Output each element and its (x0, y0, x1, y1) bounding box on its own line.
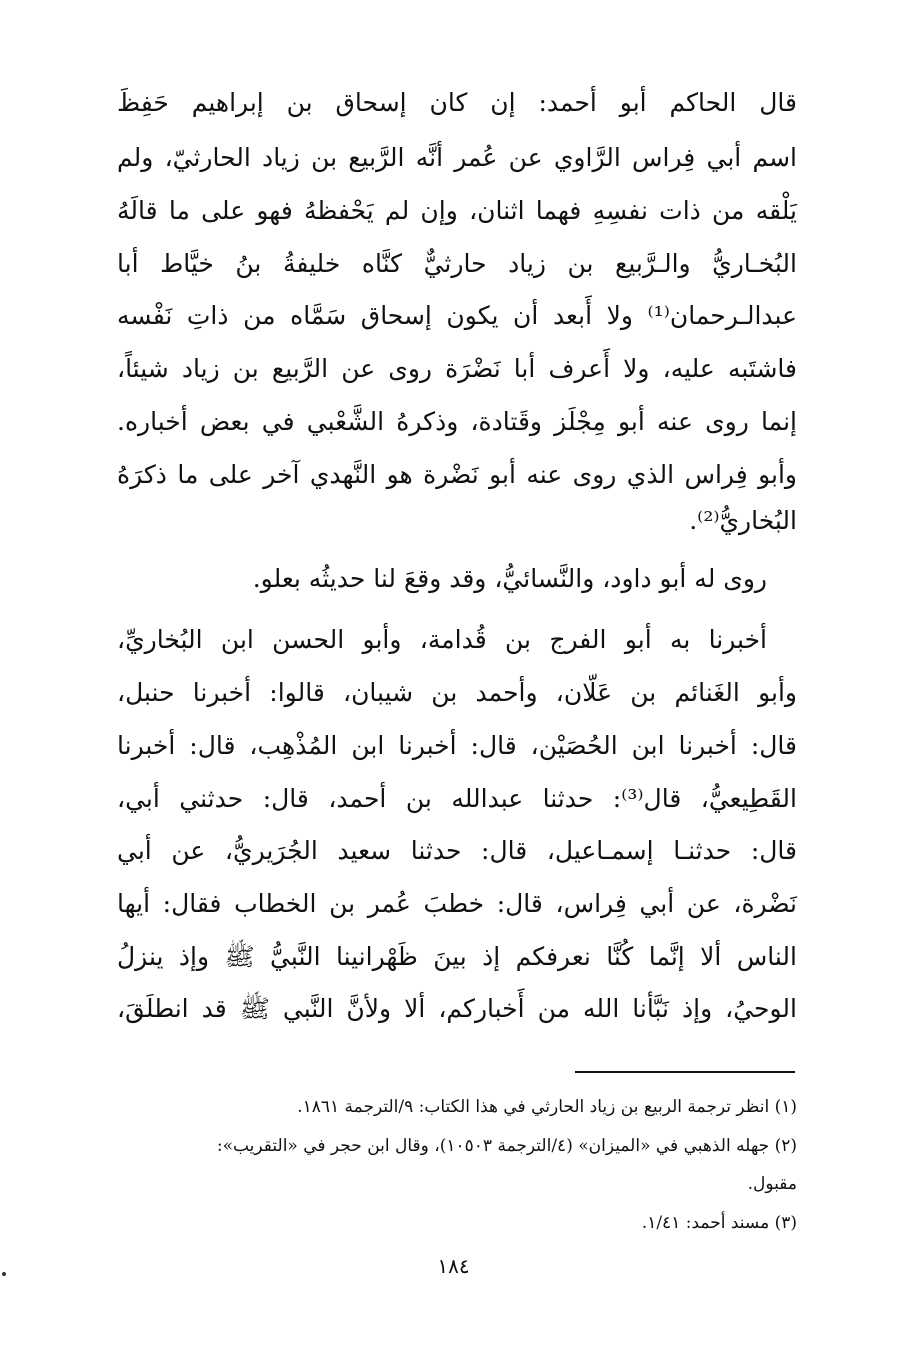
text-line: قال: حدثنـا إسمـاعيل، قال: حدثنا سعيد الجُرَيريُّ، عن أبي (117, 836, 797, 865)
footnote-marker: (٢) (774, 1136, 797, 1156)
scan-speck (2, 1272, 6, 1276)
footnote-separator (575, 1071, 795, 1073)
text-line: روى له أبو داود، والنَّسائيُّ، وقد وقعَ لنا حديثُه بعلو. (252, 564, 767, 593)
footnote-text: مسند أحمد: ١/٤١. (641, 1213, 770, 1233)
footnote-text: جهله الذهبي في «الميزان» (٤/الترجمة ١٠٥٠٣)، وقال ابن حجر في «التقريب»: (216, 1136, 770, 1156)
footnote-3 (117, 1213, 797, 1233)
footnote-2-continuation (117, 1174, 797, 1194)
text-line: اسم أبي فِراس الرَّاوي عن عُمر أنَّه الرَّبيع بن زياد الحارثيّ، ولم (117, 143, 797, 172)
text-line: الناس ألا إنَّما كُنَّا نعرفكم إذ بينَ ظَهْرانينا النَّبيُّ ﷺ وإذ ينزلُ (117, 942, 797, 971)
text-line: قال الحاكم أبو أحمد: إن كان إسحاق بن إبراهيم حَفِظَ (117, 88, 797, 117)
page-number: ١٨٤ (437, 1254, 470, 1278)
text-line: البُخاريُّ⁽²⁾. (689, 506, 797, 535)
footnote-text: مقبول. (747, 1174, 797, 1194)
text-line: نَضْرة، عن أبي فِراس، قال: خطبَ عُمر بن الخطاب فقال: أيها (117, 889, 797, 918)
footnote-marker: (١) (774, 1097, 797, 1117)
text-line: عبدالـرحمان⁽¹⁾ ولا أَبعد أن يكون إسحاق سَمَّاه من ذاتِ نَفْسه (117, 301, 797, 330)
footnote-1 (117, 1097, 797, 1117)
text-line: وأبو الغَنائم بن عَلّان، وأحمد بن شيبان، قالوا: أخبرنا حنبل، (117, 678, 797, 707)
text-line: البُخـاريُّ والـرَّبيع بن زياد حارثيٌّ كنَّاه خليفةُ بنُ خيَّاط أبا (117, 249, 797, 278)
footnote-marker: (٣) (774, 1213, 797, 1233)
footnote-2 (117, 1136, 797, 1156)
text-line: إنما روى عنه أبو مِجْلَز وقَتادة، وذكرهُ الشَّعْبي في بعض أخباره. (117, 407, 797, 436)
text-line: الوحيُ، وإذ نَبَّأنا الله من أَخباركم، ألا ولأنَّ النَّبي ﷺ قد انطلَقَ، (117, 994, 797, 1023)
text-line: قال: أخبرنا ابن الحُصَيْن، قال: أخبرنا ابن المُذْهِب، قال: أخبرنا (117, 731, 797, 760)
footnote-text: انظر ترجمة الربيع بن زياد الحارثي في هذا الكتاب: ٩/الترجمة ١٨٦١. (297, 1097, 770, 1117)
text-line: القَطِيعيُّ، قال⁽³⁾: حدثنا عبدالله بن أحمد، قال: حدثني أبي، (117, 784, 797, 813)
text-line: وأبو فِراس الذي روى عنه أبو نَضْرة هو النَّهدي آخر على ما ذكرَهُ (117, 460, 797, 489)
text-line: فاشتَبه عليه، ولا أَعرف أبا نَضْرَة روى عن الرَّبيع بن زياد شيئاً، (117, 354, 797, 383)
text-line: أخبرنا به أبو الفرج بن قُدامة، وأبو الحسن ابن البُخاريِّ، (117, 625, 767, 654)
text-line: يَلْقه من ذات نفسِهِ فهما اثنان، وإن لم يَحْفظهُ فهو على ما قالَهُ (117, 196, 797, 225)
